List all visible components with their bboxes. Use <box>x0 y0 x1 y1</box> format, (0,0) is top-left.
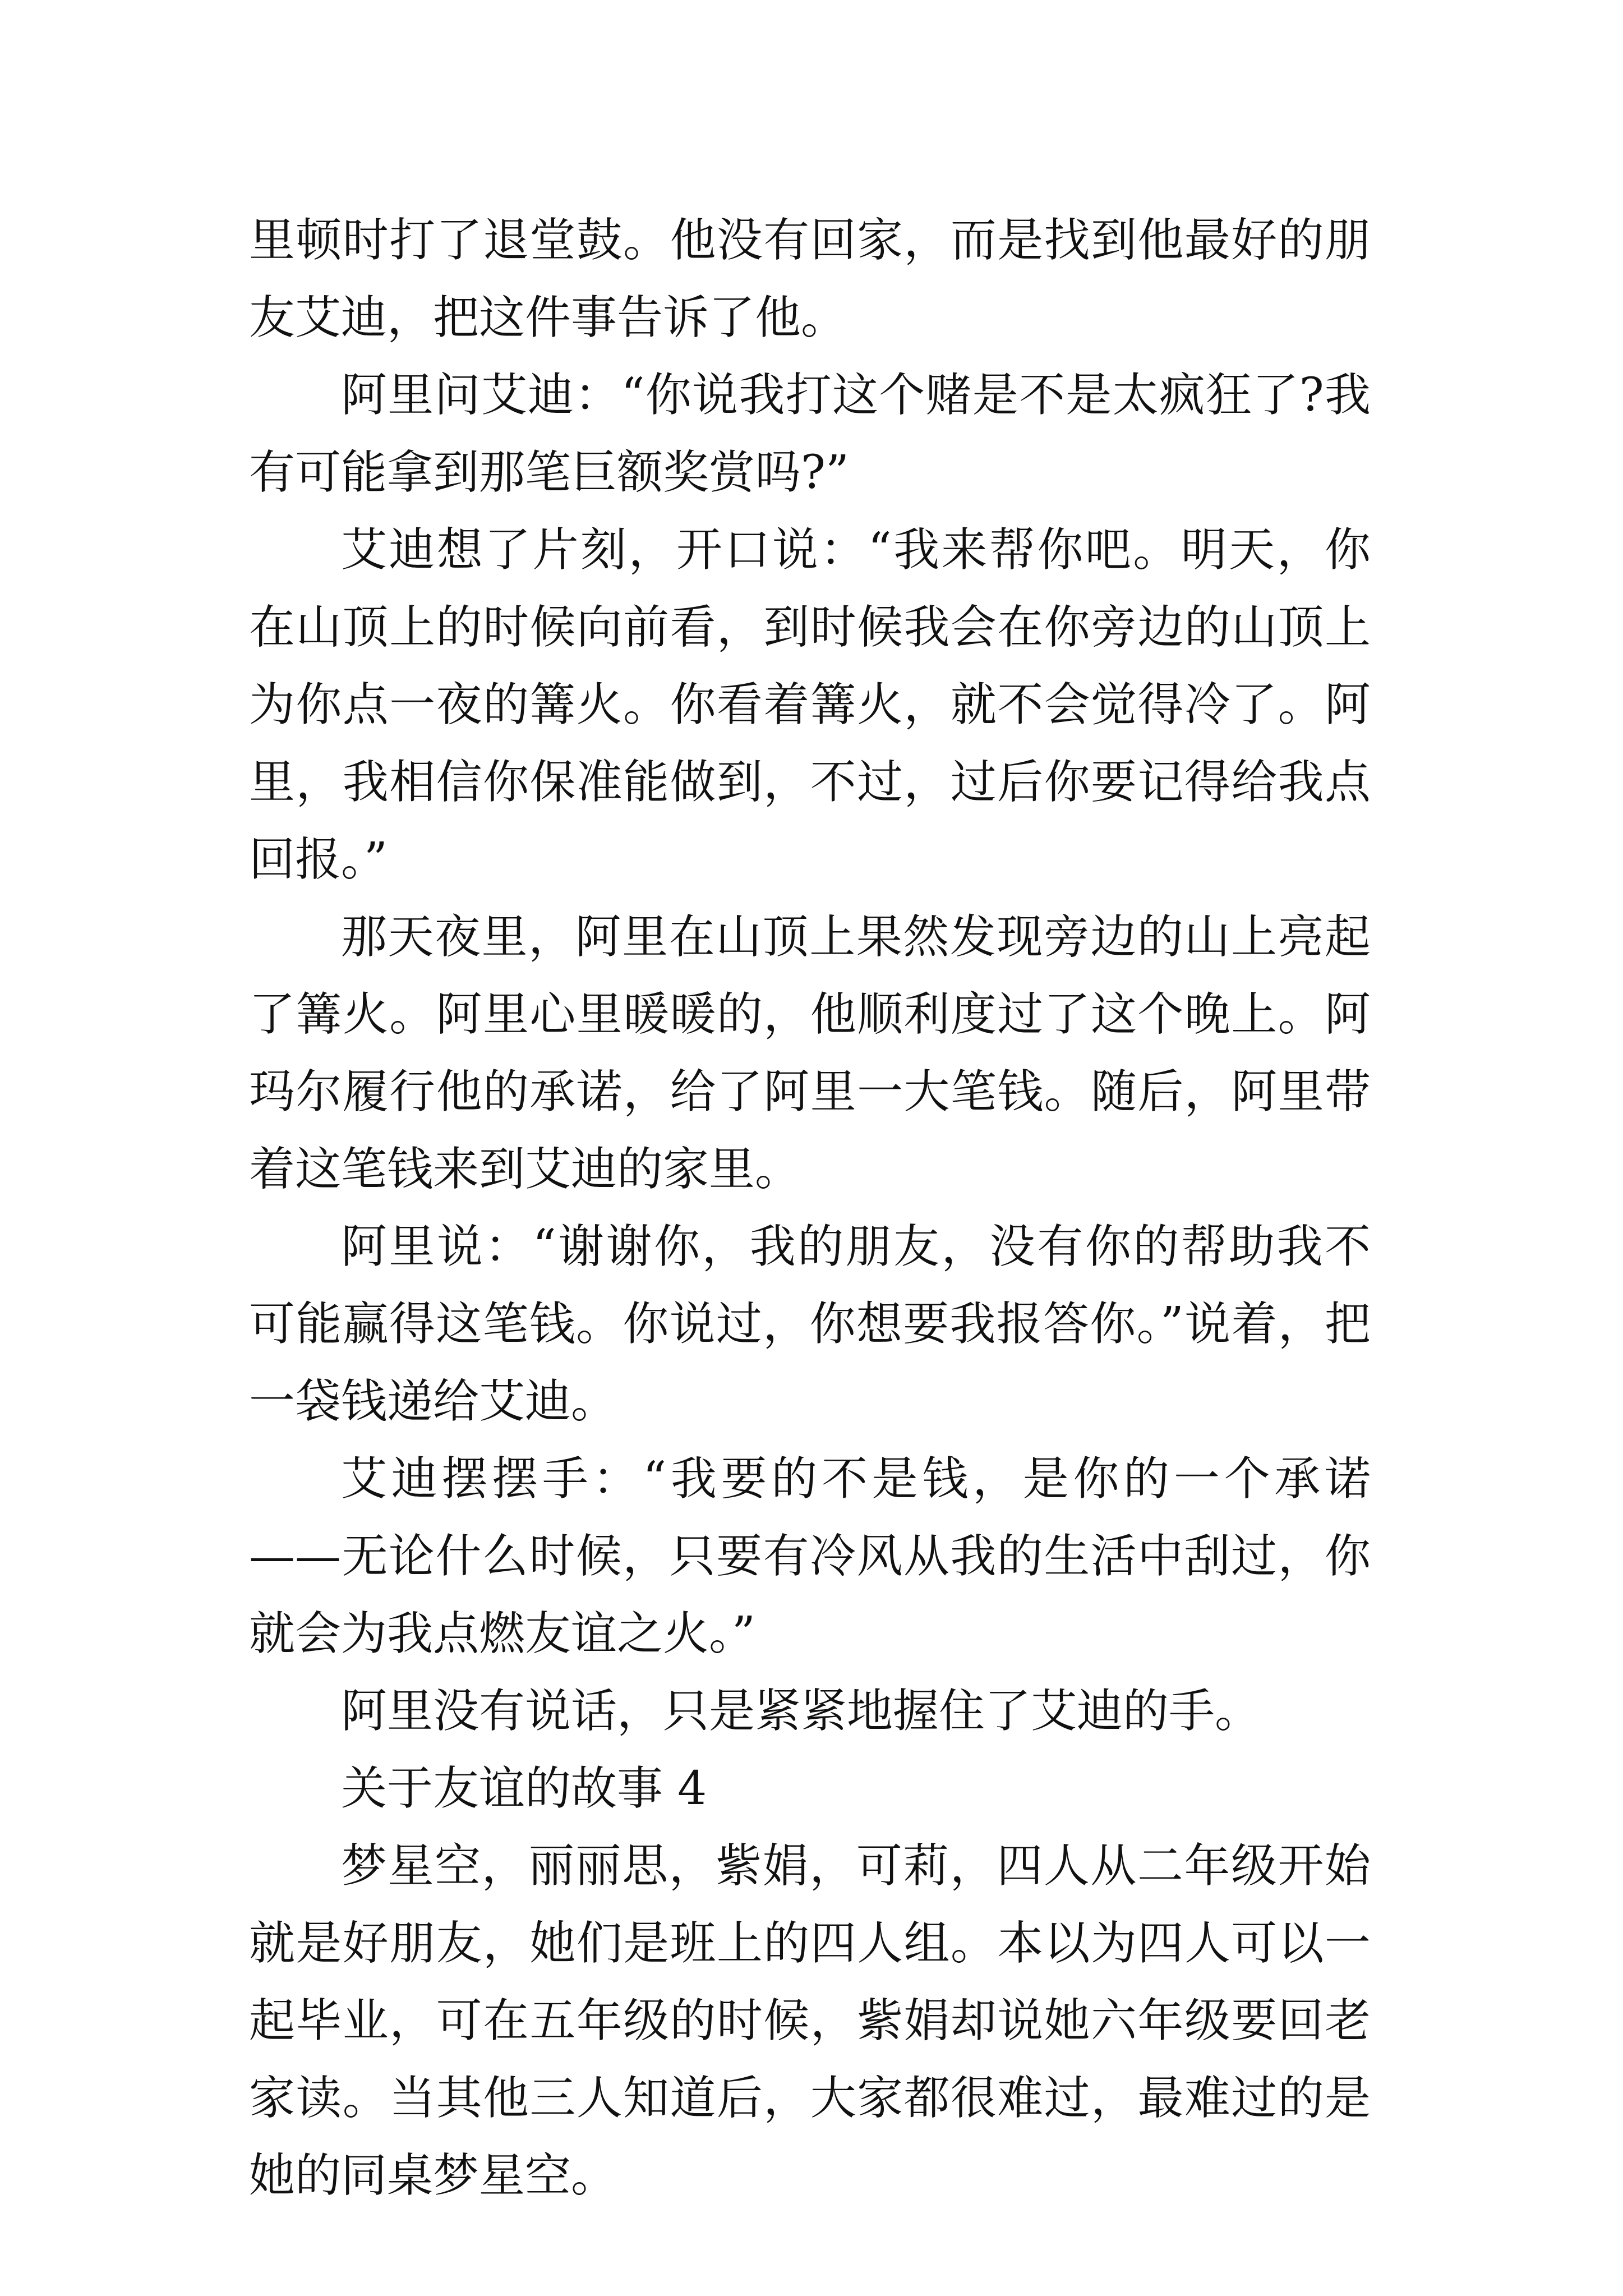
paragraph-continuation: 里顿时打了退堂鼓。他没有回家，而是找到他最好的朋友艾迪，把这件事告诉了他。 <box>249 214 1371 344</box>
paragraph: 梦星空，丽丽思，紫娟，可莉，四人从二年级开始就是好朋友，她们是班上的四人组。本以为四人可以一起毕业，可在五年级的时候，紫娟却说她六年级要回老家读。当其他三人知道后，大家都很难过，最难过的是她的同桌梦星空。 <box>249 1839 1371 2202</box>
paragraph: 艾迪想了片刻，开口说：“我来帮你吧。明天，你在山顶上的时候向前看，到时候我会在你旁边的山顶上为你点一夜的篝火。你看着篝火，就不会觉得冷了。阿里，我相信你保准能做到，不过，过后你要记得给我点回报。” <box>249 523 1371 886</box>
paragraph: 阿里没有说话，只是紧紧地握住了艾迪的手。 <box>341 1685 1261 1738</box>
paragraph: 艾迪摆摆手：“我要的不是钱，是你的一个承诺——无论什么时候，只要有冷风从我的生活中刮过，你就会为我点燃友谊之火。” <box>249 1452 1371 1660</box>
document-body <box>249 202 1371 2215</box>
section-heading: 关于友谊的故事 4 <box>341 1762 707 1815</box>
paragraph: 阿里说：“谢谢你，我的朋友，没有你的帮助我不可能赢得这笔钱。你说过，你想要我报答你。”说着，把一袋钱递给艾迪。 <box>249 1220 1371 1428</box>
paragraph: 那天夜里，阿里在山顶上果然发现旁边的山上亮起了篝火。阿里心里暖暖的，他顺利度过了这个晚上。阿玛尔履行他的承诺，给了阿里一大笔钱。随后，阿里带着这笔钱来到艾迪的家里。 <box>249 910 1371 1196</box>
paragraph: 阿里问艾迪：“你说我打这个赌是不是太疯狂了?我有可能拿到那笔巨额奖赏吗?” <box>249 369 1371 499</box>
